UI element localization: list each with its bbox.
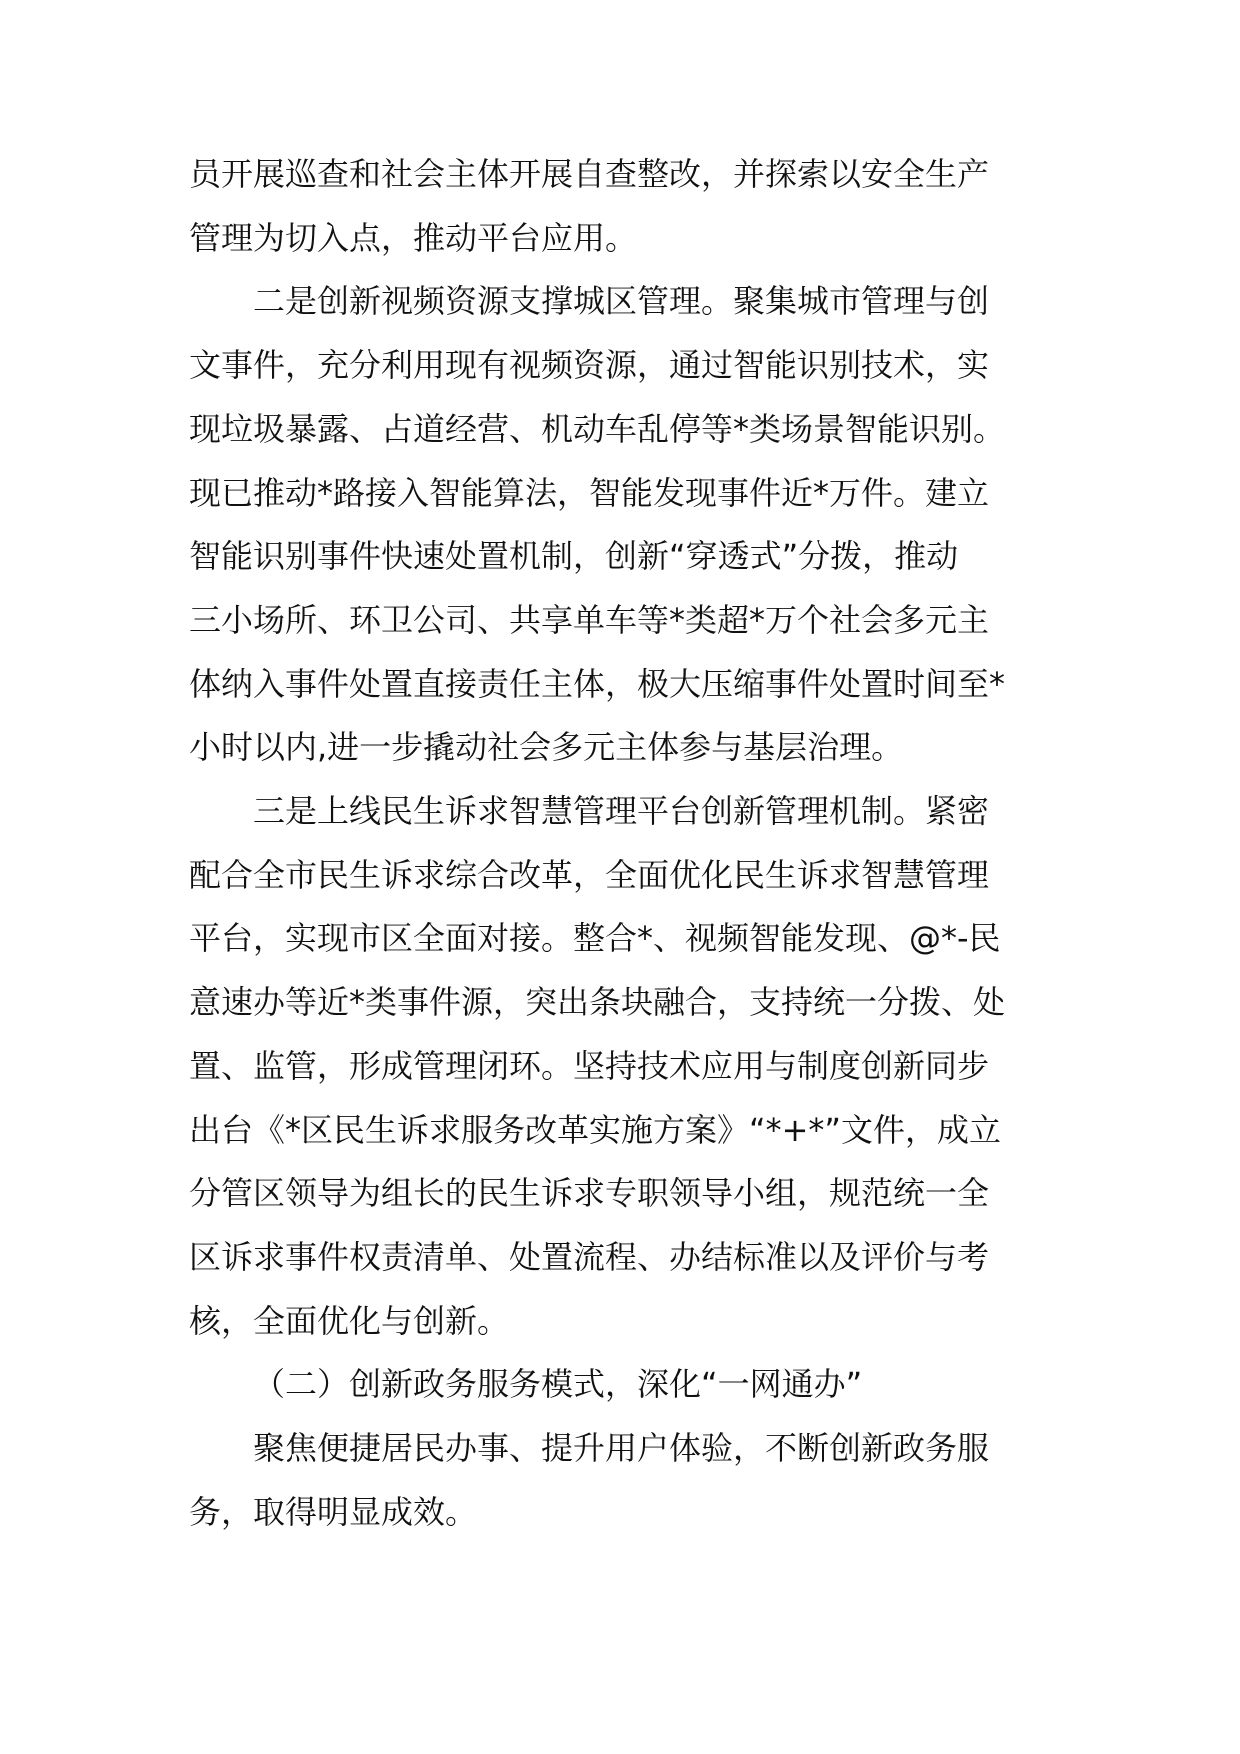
text-line: 分管区领导为组长的民生诉求专职领导小组，规范统一全 xyxy=(189,1174,990,1213)
paragraph-5 xyxy=(189,1417,1061,1544)
text-line: 二是创新视频资源支撑城区管理。聚集城市管理与创 xyxy=(253,282,990,321)
text-line: 区诉求事件权责清单、处置流程、办结标准以及评价与考 xyxy=(189,1237,990,1276)
paragraph-2 xyxy=(189,270,1061,780)
text-line: 体纳入事件处置直接责任主体，极大压缩事件处置时间至* xyxy=(189,664,1006,703)
section-heading xyxy=(189,1353,1061,1417)
text-line: 三小场所、环卫公司、共享单车等*类超*万个社会多元主 xyxy=(189,600,990,639)
text-line: 平台，实现市区全面对接。整合*、视频智能发现、@*-民 xyxy=(189,919,1001,958)
text-line: 聚焦便捷居民办事、提升用户体验，不断创新政务服 xyxy=(253,1429,990,1468)
text-line: 现垃圾暴露、占道经营、机动车乱停等*类场景智能识别。 xyxy=(189,409,1006,448)
text-line: 三是上线民生诉求智慧管理平台创新管理机制。紧密 xyxy=(253,792,990,831)
text-line: 出台《*区民生诉求服务改革实施方案》“*+*”文件，成立 xyxy=(189,1110,1001,1149)
text-line: 配合全市民生诉求综合改革，全面优化民生诉求智慧管理 xyxy=(189,855,990,894)
paragraph-1 xyxy=(189,143,1061,270)
text-line: 小时以内,进一步撬动社会多元主体参与基层治理。 xyxy=(189,728,904,767)
text-line: （二）创新政务服务模式，深化“一网通办” xyxy=(253,1365,863,1404)
text-line: 智能识别事件快速处置机制，创新“穿透式”分拨，推动 xyxy=(189,537,959,576)
text-line: 核，全面优化与创新。 xyxy=(189,1301,510,1340)
text-line: 现已推动*路接入智能算法，智能发现事件近*万件。建立 xyxy=(189,473,990,512)
text-line: 员开展巡查和社会主体开展自查整改，并探索以安全生产 xyxy=(189,155,990,193)
paragraph-3 xyxy=(189,780,1061,1353)
text-line: 置、监管，形成管理闭环。坚持技术应用与制度创新同步 xyxy=(189,1046,990,1085)
text-line: 文事件，充分利用现有视频资源，通过智能识别技术，实 xyxy=(189,346,990,385)
text-line: 管理为切入点，推动平台应用。 xyxy=(189,218,638,257)
text-line: 意速办等近*类事件源，突出条块融合，支持统一分拨、处 xyxy=(189,983,1006,1022)
document-body xyxy=(189,143,1061,1544)
text-line: 务，取得明显成效。 xyxy=(189,1492,478,1531)
